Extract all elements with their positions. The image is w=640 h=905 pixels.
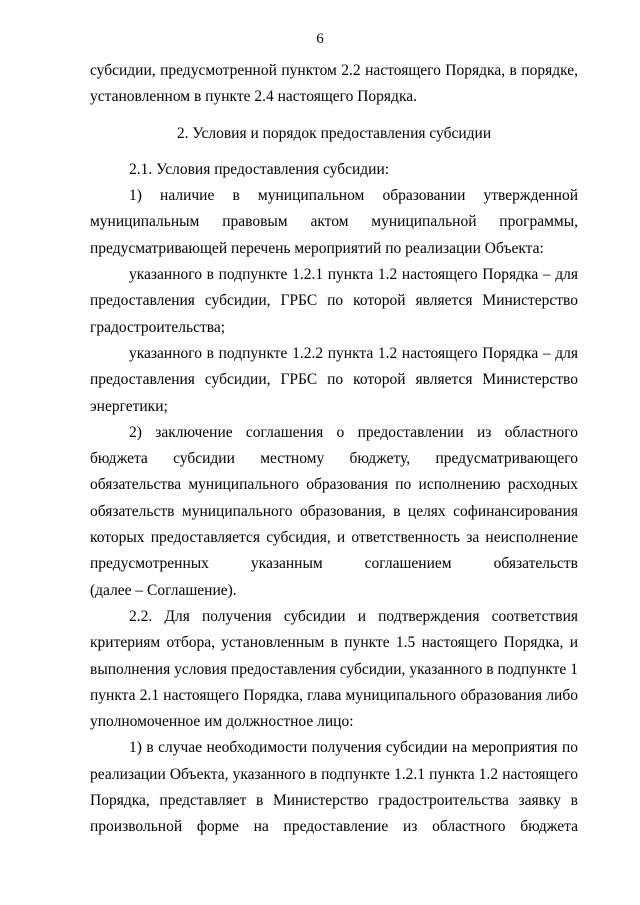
section-2-1-item-2-end: (далее – Соглашение). xyxy=(90,581,237,599)
intro-line-1: субсидии, предусмотренной пунктом 2.2 настоящего Порядка, в порядке, xyxy=(90,62,578,79)
page-number: 6 xyxy=(316,31,324,47)
intro-line-2: установленном в пункте 2.4 настоящего Порядка. xyxy=(90,88,417,106)
section-2-1-sub-b: указанного в подпункте 1.2.2 пункта 1.2 настоящего Порядка – для предоставления субсидии, ГРБС по которой является Министерство энергетики; xyxy=(90,344,578,415)
section-2-1-title: 2.1. Условия предоставления субсидии: xyxy=(129,160,390,178)
section-2-2-item-1: 1) в случае необходимости получения субсидии на мероприятия по реализации Объекта, указанного в подпункте 1.2.1 пункта 1.2 настоящего Порядка, представляет в Министерство градостроительства заявку в произвольной форме на предоставление из областного бюджета xyxy=(90,739,578,836)
section-2-1-item-1: 1) наличие в муниципальном образовании утвержденной муниципальным правовым актом муниципальной программы, предусматривающей перечень мероприятий по реализации Объекта: xyxy=(90,187,578,257)
section-2-1-sub-a: указанного в подпункте 1.2.1 пункта 1.2 настоящего Порядка – для предоставления субсидии, ГРБС по которой является Министерство градостроительства; xyxy=(90,266,578,336)
document-body xyxy=(90,58,578,841)
section-2-2: 2.2. Для получения субсидии и подтверждения соответствия критериям отбора, установленным в пункте 1.5 настоящего Порядка, и выполнения условия предоставления субсидии, указанного в подпункте 1 пункта 2.1 настоящего Порядка, глава муниципального образования либо уполномоченное им должностное лицо: xyxy=(90,607,578,731)
section-heading: 2. Условия и порядок предоставления субсидии xyxy=(176,124,492,142)
section-2-1-item-2: 2) заключение соглашения о предоставлении из областного бюджета субсидии местному бюджету, предусматривающего обязательства муниципального образования по исполнению расходных обязательств муниципального образования, в целях софинансирования которых предоставляется субсидия, и ответственность за неисполнение предусмотренных указанным соглашением обязательств xyxy=(90,423,578,573)
